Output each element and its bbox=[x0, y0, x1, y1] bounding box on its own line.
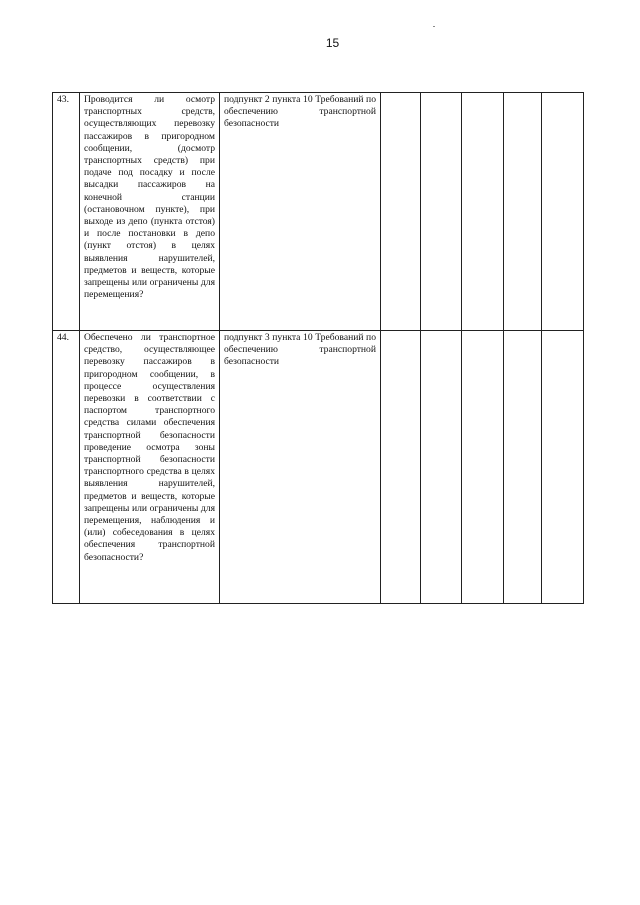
empty-cell bbox=[381, 93, 421, 331]
checklist-table bbox=[52, 92, 584, 604]
empty-cell bbox=[504, 93, 542, 331]
empty-cell bbox=[504, 331, 542, 604]
scan-mark bbox=[433, 26, 435, 27]
legal-reference: подпункт 2 пункта 10 Требований по обеспечению транспортной безопасности bbox=[220, 93, 381, 331]
legal-reference: подпункт 3 пункта 10 Требований по обеспечению транспортной безопасности bbox=[220, 331, 381, 604]
empty-cell bbox=[421, 93, 462, 331]
empty-cell bbox=[381, 331, 421, 604]
empty-cell bbox=[462, 331, 504, 604]
question-text: Обеспечено ли транспортное средство, осуществляющее перевозку пассажиров в пригородном сообщении, в процессе осуществления перевозки в соответствии с паспортом транспортного средства силами обеспечения транспортной безопасности проведение осмотра зоны транспортной безопасности транспортного средства в целях выявления нарушителей, предметов и веществ, которые запрещены или ограничены для перемещения, наблюдения и (или) собеседования в целях обеспечения транспортной безопасности? bbox=[80, 331, 220, 604]
empty-cell bbox=[462, 93, 504, 331]
table-row bbox=[53, 331, 584, 604]
item-number: 44. bbox=[53, 331, 80, 604]
page-number: 15 bbox=[325, 36, 340, 50]
empty-cell bbox=[421, 331, 462, 604]
empty-cell bbox=[542, 93, 584, 331]
table-row bbox=[53, 93, 584, 331]
question-text: Проводится ли осмотр транспортных средств, осуществляющих перевозку пассажиров в пригородном сообщении, (досмотр транспортных средств) при подаче под посадку и после высадки пассажиров на конечной станции (остановочном пункте), при выходе из депо (пункта отстоя) и после постановки в депо (пункт отстоя) в целях выявления нарушителей, предметов и веществ, которые запрещены или ограничены для перемещения? bbox=[80, 93, 220, 331]
empty-cell bbox=[542, 331, 584, 604]
item-number: 43. bbox=[53, 93, 80, 331]
